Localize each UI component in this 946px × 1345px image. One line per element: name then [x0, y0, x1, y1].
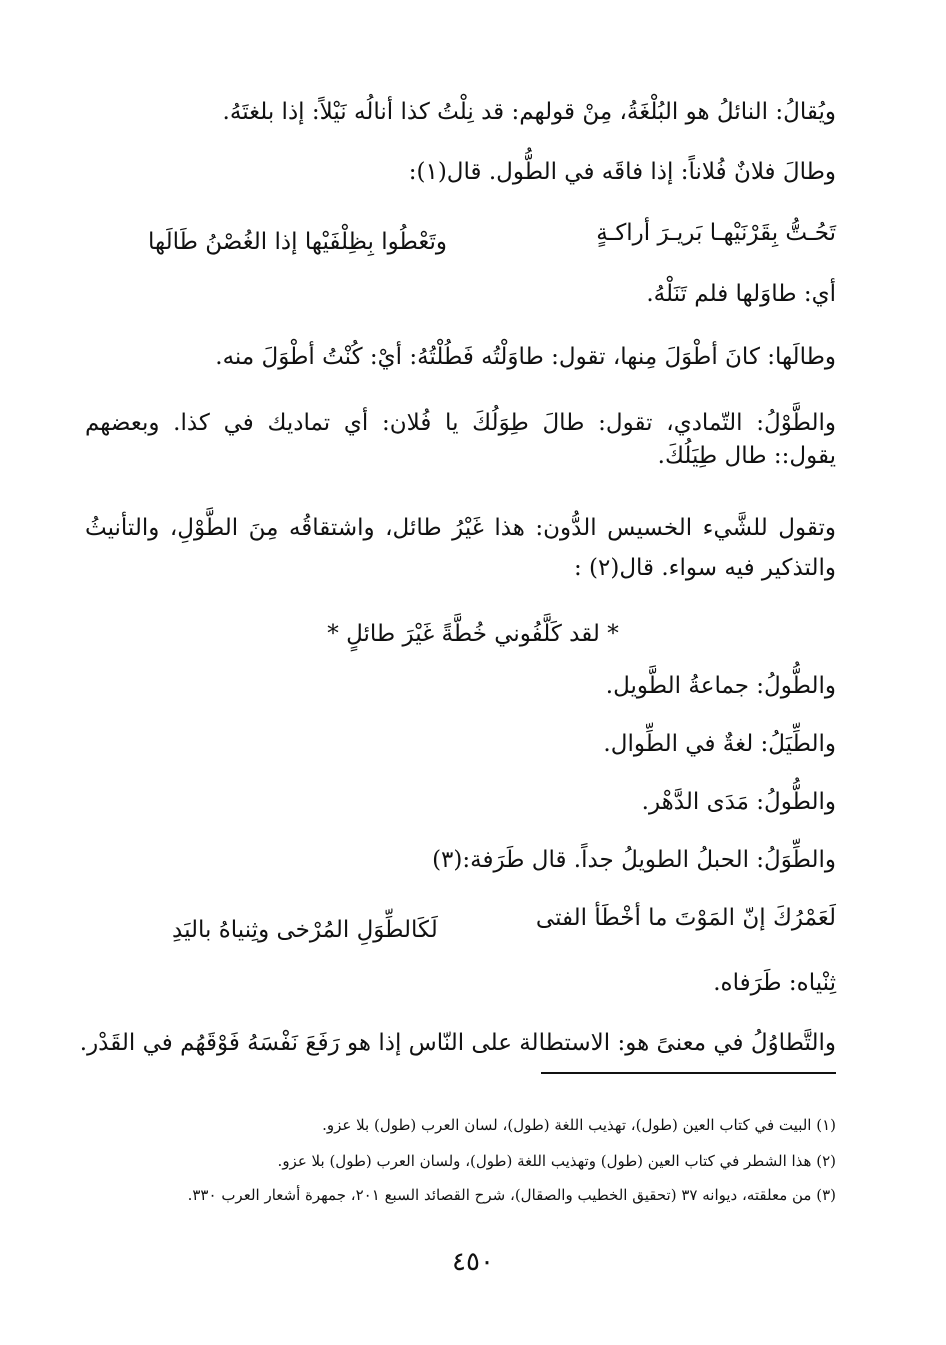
- verse1-first-hemistich: تَحُـتُّ بِقَرْنَيْهـا بَريـرَ أراكـةٍ: [596, 220, 836, 246]
- footnote-1: (١) البيت في كتاب العين (طول)، تهذيب اللغة (طول)، لسان العرب (طول) بلا عزو.: [322, 1116, 836, 1134]
- text-line-3: أي: طاوَلها فلم تَنَلْهُ.: [646, 281, 836, 307]
- text-line-7: وتقول للشَّيء الخسيس الدُّون: هذا غَيْرُ طائل، واشتقاقُه مِنَ الطَّوْلِ، والتأنيثُ: [85, 515, 836, 541]
- text-line-2: وطالَ فلانٌ فُلاناً: إذا فاقَه في الطُّول. قال(١):: [408, 159, 836, 185]
- footnote-3: (٣) من معلقته، ديوانه ٣٧ (تحقيق الخطيب والصقال)، شرح القصائد السبع ٢٠١، جمهرة أشعار العرب ٣٣٠.: [187, 1186, 836, 1204]
- footnote-2: (٢) هذا الشطر في كتاب العين (طول) وتهذيب اللغة (طول)، ولسان العرب (طول) بلا عزو.: [277, 1152, 836, 1170]
- text-line-13: ثِنْياه: طَرَفاه.: [713, 970, 836, 996]
- text-line-10: والطِّيَلُ: لغةٌ في الطِّوال.: [603, 731, 836, 757]
- text-line-8: والتذكير فيه سواء. قال(٢) :: [573, 555, 836, 581]
- text-line-6: يقول:: طال طِيَلُكَ.: [657, 443, 836, 469]
- text-line-4: وطالَها: كانَ أطْوَلَ مِنها، تقول: طاوَلْتُه فَطُلْتُهُ: أيْ: كُنْتُ أطْوَلَ منه.: [215, 344, 836, 370]
- text-line-9: والطُّولُ: جماعةُ الطَّويل.: [605, 673, 836, 699]
- page-number: ٤٥٠: [452, 1247, 494, 1277]
- text-line-14: والتَّطاوُلُ في معنىً هو: الاستطالة على النّاس إذا هو رَفَعَ نَفْسَهُ فَوْقَهُم في القَدْر.: [79, 1030, 836, 1056]
- verse2-first-hemistich: لَعَمْرُكَ إنّ المَوْتَ ما أخْطَأ الفتى: [535, 905, 836, 931]
- text-line-5: والطَّوْلُ: التّمادي، تقول: طالَ طِوَلُكَ يا فُلان: أي تماديك في كذا. وبعضهم: [85, 410, 836, 436]
- verse2-second-hemistich: لَكَالطِّوَلِ المُرْخى وثِنياهُ باليَدِ: [172, 917, 438, 943]
- text-line-1: ويُقالُ: النائلُ هو البُلْغَةُ، مِنْ قولهم: قد نِلْتُ كذا أنالُه نَيْلاً: إذا بلغتَهُ.: [222, 99, 836, 125]
- poetry-hemistich: * لقد كَلَّفُوني خُطَّةً غَيْرَ طائلٍ *: [327, 621, 619, 647]
- text-line-11: والطُّولُ: مَدَى الدَّهْر.: [641, 789, 836, 815]
- text-line-12: والطِّوَلُ: الحبلُ الطويلُ جداً. قال طَرَفة:(٣): [432, 847, 836, 873]
- verse1-second-hemistich: وتَعْطُوا بِظِلْفَيْها إذا الغُصْنُ طَالَها: [148, 229, 447, 255]
- footnote-separator: [541, 1072, 836, 1074]
